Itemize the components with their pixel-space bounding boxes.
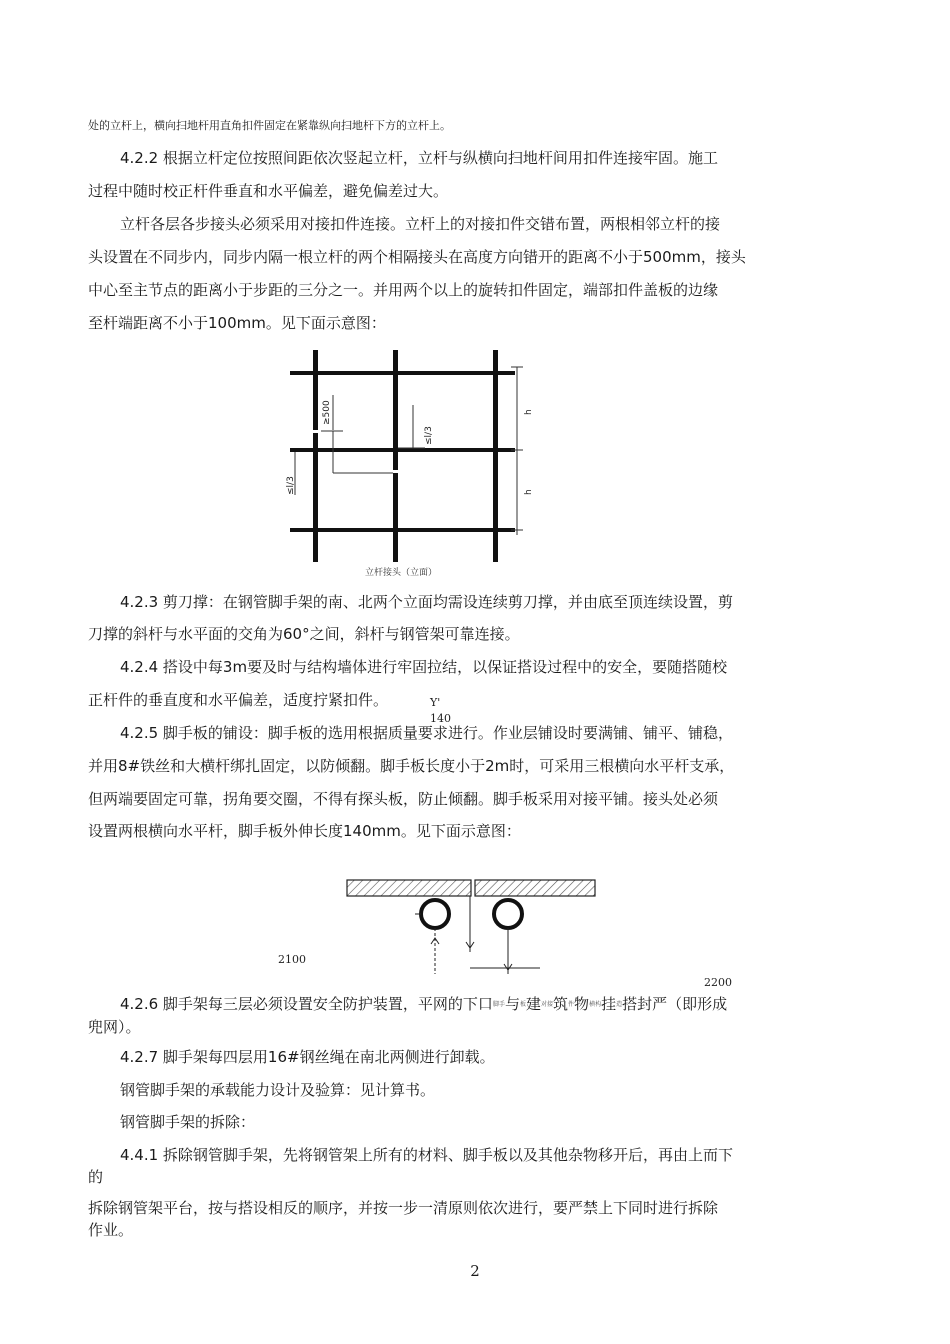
paragraph-4-2-5: 4.2.5 脚手板的铺设：脚手板的选用根据质量要求进行。作业层铺设时要满铺、铺平、铺稳， xyxy=(120,724,733,742)
text-segment: 挂 xyxy=(601,995,617,1013)
paragraph-load-capacity: 钢管脚手架的承载能力设计及验算：见计算书。 xyxy=(120,1081,436,1099)
dim-h-label: h xyxy=(524,409,534,415)
paragraph-4-4-1: 4.4.1 拆除钢管脚手架，先将钢管架上所有的材料、脚手板以及其他杂物移开后，再由上而下 xyxy=(120,1146,733,1164)
paragraph-4-2-7: 4.2.7 脚手架每四层用16#钢丝绳在南北两侧进行卸载。 xyxy=(120,1048,495,1066)
tiny-text: 脚手 xyxy=(492,1001,505,1008)
text-line: 处的立杆上，横向扫地杆用直角扣件固定在紧靠纵向扫地杆下方的立杆上。 xyxy=(88,119,451,132)
text-line: 中心至主节点的距离小于步距的三分之一。并用两个以上的旋转扣件固定，端部扣件盖板的边缘 xyxy=(88,281,719,299)
paragraph-4-2-3: 4.2.3 剪刀撑：在钢管脚手架的南、北两个立面均需设连续剪刀撑，并由底至顶连续设置，剪 xyxy=(120,593,733,611)
text-segment: 4.2.6 脚手架每三层必须设置安全防护装置，平网的下口 xyxy=(120,995,493,1013)
paragraph-joints: 立杆各层各步接头必须采用对接扣件连接。立杆上的对接扣件交错布置，两根相邻立杆的接 xyxy=(120,215,721,233)
dim-h-label: h xyxy=(524,489,534,495)
text-line: 设置两根横向水平杆，脚手板外伸长度140mm。见下面示意图： xyxy=(88,822,521,840)
paragraph-4-2-4: 4.2.4 搭设中每3m要及时与结构墙体进行牢固拉结，以保证搭设过程中的安全，要随搭随校 xyxy=(120,658,728,676)
text-segment: 与 xyxy=(504,995,520,1013)
dim-500-label: ≥500 xyxy=(322,400,332,425)
text-line: 拆除钢管架平台，按与搭设相反的顺序，并按一步一清原则依次进行，要严禁上下同时进行拆除 xyxy=(88,1199,719,1217)
text-segment: 物 xyxy=(574,995,590,1013)
dim-l3-label: ≤l/3 xyxy=(424,426,434,445)
tiny-text: 造 xyxy=(616,1001,623,1008)
text-line: 过程中随时校正杆件垂直和水平偏差，避免偏差过大。 xyxy=(88,182,449,200)
text-line: 但两端要固定可靠，拐角要交圈，不得有探头板，防止倾翻。脚手板采用对接平铺。接头处必须 xyxy=(88,790,719,808)
dim-l3-label: ≤l/3 xyxy=(286,476,296,495)
text-line: 的 xyxy=(88,1168,104,1186)
text-segment: 搭 xyxy=(622,995,638,1013)
text-line: 作业。 xyxy=(88,1221,134,1239)
tiny-text: 件 xyxy=(568,1001,575,1008)
text-segment: 建 xyxy=(525,995,541,1013)
tiny-text: 板 xyxy=(519,1001,526,1008)
paragraph-4-2-2: 4.2.2 根据立杆定位按照间距依次竖起立杆，立杆与纵横向扫地杆间用扣件连接牢固。施工 xyxy=(120,149,718,167)
page-number: 2 xyxy=(470,1262,480,1280)
text-line: 正杆件的垂直度和水平偏差，适度拧紧扣件。 xyxy=(88,691,389,709)
annotation-y: Y' xyxy=(430,696,441,709)
annotation-2100: 2100 xyxy=(278,953,306,966)
text-segment: 封严（即形成 xyxy=(637,995,728,1013)
pole-joint-diagram xyxy=(285,345,545,585)
annotation-2200: 2200 xyxy=(704,976,732,989)
figure-caption: 立杆接头（立面） xyxy=(365,568,438,578)
text-segment: 筑 xyxy=(553,995,569,1013)
text-line: 头设置在不同步内，同步内隔一根立杆的两个相隔接头在高度方向错开的距离不小于500mm，接头 xyxy=(88,248,746,266)
tiny-text: 横构 xyxy=(589,1001,602,1008)
text-line: 至杆端距离不小于100mm。见下面示意图： xyxy=(88,314,386,332)
scaffold-board-diagram xyxy=(345,872,605,982)
text-line: 兜网）。 xyxy=(88,1018,141,1036)
section-heading-dismantle: 钢管脚手架的拆除： xyxy=(120,1113,256,1131)
tiny-text: 对接 xyxy=(541,1001,554,1008)
text-line: 并用8#铁丝和大横杆绑扎固定，以防倾翻。脚手板长度小于2m时，可采用三根横向水平杆支承， xyxy=(88,757,735,775)
annotation-140: 140 xyxy=(430,712,451,725)
text-line: 刀撑的斜杆与水平面的交角为60°之间，斜杆与钢管架可靠连接。 xyxy=(88,625,520,643)
